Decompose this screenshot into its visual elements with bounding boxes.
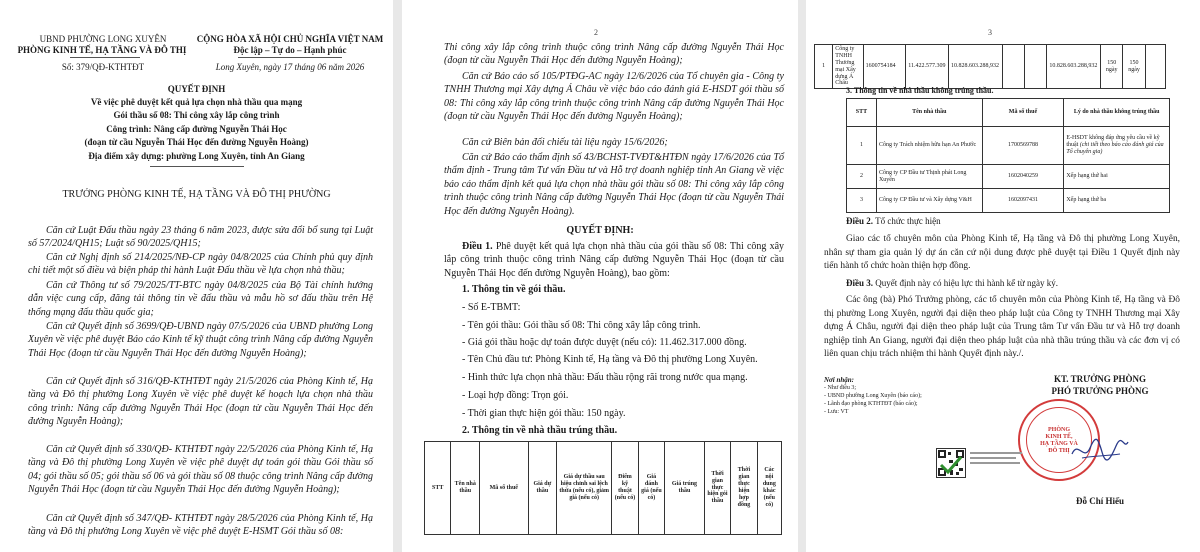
table-row <box>847 127 1170 165</box>
loser-reason <box>1064 127 1170 165</box>
loser-reason-text: E-HSDT không đáp ứng yêu cầu về kỹ thuật <box>1066 135 1160 149</box>
recipient-3: - Lãnh đạo phòng KTHTĐT (báo cáo); <box>824 401 918 407</box>
motto: Độc lập – Tự do – Hạnh phúc <box>233 45 347 55</box>
col-stt: STT <box>425 442 451 535</box>
winner-table-row <box>814 44 1166 89</box>
winner-eval-price <box>1025 45 1047 89</box>
winner-bid-price: 11.422.577.309 <box>906 45 949 89</box>
bid-item-3: - Giá gói thầu hoặc dự toán được duyệt (nếu có): 11.462.317.000 đồng. <box>462 337 747 348</box>
col-tech-score: Điểm kỹ thuật (nếu có) <box>612 442 638 535</box>
winner-name: Công ty TNHH Thương mại Xây dựng Á Châu <box>833 45 863 89</box>
article-1-label: Điều 1. <box>462 241 493 252</box>
recipient-1: - Như điều 3; <box>824 385 857 391</box>
loser-table-header-row <box>847 99 1170 127</box>
subject-line-3: Công trình: Nâng cấp đường Nguyễn Thái Học <box>106 124 287 134</box>
doc-number: Số: 379/QĐ-KTHTĐT <box>61 62 145 72</box>
motto-underline <box>238 57 342 58</box>
loser-stt: 2 <box>847 165 877 189</box>
article-2-label: Điều 2. <box>846 216 873 226</box>
winner-adjusted-price: 10.828.603.288,932 <box>949 45 1003 89</box>
loser-name: Công ty CP Đầu tư và Xây dựng V&H <box>876 189 982 213</box>
authority-line: TRƯỞNG PHÒNG KINH TẾ, HẠ TẦNG VÀ ĐÔ THỊ PHƯỜNG <box>62 189 331 200</box>
p2-paragraph-4: Căn cứ Báo cáo thẩm định số 43/BCHST-TVĐT&HTĐN ngày 17/6/2026 của Tổ thẩm định - Trung tâm Tư vấn Đầu tư và Hỗ trợ doanh nghiệp tỉnh An Giang về việc báo cáo thẩm định kết quả lựa chọn nhà thầu gói thầu số 08: Thi công xây lắp công trình thuộc công trình Nâng cấp đường Nguyễn Thái Học (đoạn từ cầu Nguyễn Thái Học đến đường Nguyễn Hoàng). <box>444 152 784 217</box>
table-row <box>847 189 1170 213</box>
article-3-title: Quyết định này có hiệu lực thi hành kể từ ngày ký. <box>873 278 1058 288</box>
winner-contract-time: 150 ngày <box>1123 45 1145 89</box>
digital-sign-caption-line <box>970 462 1020 464</box>
bid-item-4: - Tên Chủ đầu tư: Phòng Kinh tế, Hạ tầng và Đô thị phường Long Xuyên. <box>462 354 758 365</box>
digital-sign-caption-line <box>970 452 1022 454</box>
loser-col-reason: Lý do nhà thầu không trúng thầu <box>1064 99 1170 127</box>
subject-line-4: (đoạn từ cầu Nguyễn Thái Học đến đường Nguyễn Hoàng) <box>84 137 309 147</box>
page-number-2: 2 <box>594 28 598 37</box>
loser-stt: 1 <box>847 127 877 165</box>
article-3-heading <box>846 278 1058 288</box>
section-3-heading: 3. Thông tin về nhà thầu không trúng thầu. <box>846 86 994 95</box>
loser-stt: 3 <box>847 189 877 213</box>
winner-tax: 1600754184 <box>863 45 906 89</box>
loser-tax: 1700569788 <box>982 127 1064 165</box>
loser-name: Công ty CP Đầu tư Thịnh phát Long Xuyên <box>876 165 982 189</box>
bid-item-1: - Số E-TBMT: <box>462 302 521 313</box>
article-2-title: Tổ chức thực hiện <box>873 216 941 226</box>
document-page-3 <box>806 0 1200 552</box>
loser-reason-note: (chi tiết theo báo cáo đánh giá của Tổ chuyên gia) <box>1066 142 1164 155</box>
winner-tech-score <box>1002 45 1024 89</box>
nation-title: CỘNG HÒA XÃ HỘI CHỦ NGHĨA VIỆT NAM <box>196 34 384 44</box>
winner-table-header-row <box>425 442 782 535</box>
col-eval-price: Giá đánh giá (nếu có) <box>638 442 664 535</box>
basis-paragraph-2: Căn cứ Nghị định số 214/2025/NĐ-CP ngày 04/8/2025 của Chính phủ quy định chi tiết một số điều và biện pháp thi hành Luật Đấu thầu về lựa chọn nhà thầu; <box>28 252 373 277</box>
col-contract-time: Thời gian thực hiện hợp đồng <box>731 442 757 535</box>
winner-win-price: 10.828.603.288,932 <box>1047 45 1101 89</box>
winner-table-header <box>424 441 782 535</box>
col-adjusted-price: Giá dự thầu sau hiệu chỉnh sai lệch thừa (nếu có), giảm giá (nếu có) <box>557 442 612 535</box>
sign-title-2: PHÓ TRƯỞNG PHÒNG <box>1051 386 1149 396</box>
winner-package-time: 150 ngày <box>1101 45 1123 89</box>
col-package-time: Thời gian thực hiện gói thầu <box>704 442 730 535</box>
loser-col-stt: STT <box>847 99 877 127</box>
sign-title-1: KT. TRƯỞNG PHÒNG <box>1053 374 1147 384</box>
subject-line-5: Địa điểm xây dựng: phường Long Xuyên, tỉnh An Giang <box>88 151 305 161</box>
loser-reason: Xếp hạng thứ ba <box>1064 189 1170 213</box>
document-page-1 <box>0 0 393 552</box>
basis-paragraph-7: Căn cứ Quyết định số 347/QĐ- KTHTĐT ngày 28/5/2026 của Phòng Kinh tế, Hạ tầng và Đô thị phường Long Xuyên về việc phê duyệt E-HSMT Gói thầu số 08: <box>28 513 373 538</box>
org-line-2: PHÒNG KINH TẾ, HẠ TẦNG VÀ ĐÔ THỊ <box>17 45 187 55</box>
subject-underline <box>150 166 244 167</box>
section-1-heading: 1. Thông tin về gói thầu. <box>462 284 566 295</box>
loser-reason: Xếp hạng thứ hai <box>1064 165 1170 189</box>
loser-col-name: Tên nhà thầu <box>876 99 982 127</box>
handwritten-signature <box>1068 432 1132 466</box>
bid-item-2: - Tên gói thầu: Gói thầu số 08: Thi công xây lắp công trình. <box>462 320 701 331</box>
p2-paragraph-2: Căn cứ Báo cáo số 105/PTĐG-AC ngày 12/6/2026 của Tổ chuyên gia - Công ty TNHH Thương mại Xây dựng Á Châu về việc báo cáo đánh giá E-HSDT gói thầu số 08: Thi công xây lắp công trình thuộc công trình Nâng cấp đường Nguyễn Thái Học (đoạn từ cầu Nguyễn Thái Học đến đường Nguyễn Hoàng); <box>444 71 784 123</box>
decide-heading: QUYẾT ĐỊNH: <box>566 225 634 236</box>
loser-tax: 1602097431 <box>982 189 1064 213</box>
bid-item-6: - Loại hợp đồng: Trọn gói. <box>462 390 569 401</box>
bid-item-7: - Thời gian thực hiện gói thầu: 150 ngày. <box>462 408 626 419</box>
seal-text-3: HẠ TẦNG VÀ <box>1040 441 1078 447</box>
article-1-text: Phê duyệt kết quả lựa chọn nhà thầu của gói thầu số 08: Thi công xây lắp công trình thuộc công trình Nâng cấp đường Nguyễn Thái Học (đoạn từ cầu Nguyễn Thái Học đến đường Nguyễn Hoàng), bao gồm: <box>444 241 785 279</box>
recipient-4: - Lưu: VT <box>824 409 849 415</box>
checkmark-icon <box>939 455 963 475</box>
seal-text-4: ĐÔ THỊ <box>1048 448 1070 454</box>
p2-paragraph-3: Căn cứ Biên bản đối chiếu tài liệu ngày 15/6/2026; <box>462 137 668 148</box>
loser-table <box>846 98 1170 213</box>
subject-line-2: Gói thầu số 08: Thi công xây lắp công trình <box>113 110 280 120</box>
section-2-heading: 2. Thông tin về nhà thầu trúng thầu. <box>462 425 618 436</box>
digital-sign-caption-line <box>970 457 1016 459</box>
col-win-price: Giá trúng thầu <box>665 442 705 535</box>
basis-paragraph-4: Căn cứ Quyết định số 3699/QĐ-UBND ngày 07/5/2026 của UBND phường Long Xuyên về việc phê duyệt Báo cáo Kinh tế kỹ thuật công trình Nâng cấp đường Nguyễn Thái Học (đoạn từ cầu Nguyễn Thái Học đến đường Nguyễn Hoàng); <box>28 321 373 359</box>
org-underline <box>70 57 140 58</box>
col-tax: Mã số thuế <box>480 442 528 535</box>
p2-paragraph-1: Thi công xây lắp công trình thuộc công trình Nâng cấp đường Nguyễn Thái Học (đoạn từ cầu Nguyễn Thái Học đến đường Nguyễn Hoàng); <box>444 42 784 67</box>
recipients-title: Nơi nhận: <box>824 376 855 384</box>
seal-text-1: PHÒNG <box>1048 427 1070 433</box>
org-line-1: UBND PHƯỜNG LONG XUYÊN <box>39 34 167 44</box>
loser-tax: 1602040259 <box>982 165 1064 189</box>
col-bid-price: Giá dự thầu <box>528 442 557 535</box>
loser-name: Công ty Trách nhiệm hữu hạn An Phước <box>876 127 982 165</box>
col-other: Các nội dung khác (nếu có) <box>757 442 781 535</box>
winner-stt: 1 <box>815 45 833 89</box>
col-name: Tên nhà thầu <box>451 442 480 535</box>
table-row <box>815 45 1166 89</box>
seal-text-2: KINH TẾ, <box>1045 434 1073 440</box>
basis-paragraph-1: Căn cứ Luật Đấu thầu ngày 23 tháng 6 năm 2023, được sửa đổi bổ sung tại Luật số 57/2024/QH15; Luật số 90/2025/QH15; <box>28 225 373 250</box>
bid-item-5: - Hình thức lựa chọn nhà thầu: Đấu thầu rộng rãi trong nước qua mạng. <box>462 372 748 383</box>
article-3-label: Điều 3. <box>846 278 873 288</box>
loser-col-tax: Mã số thuế <box>982 99 1064 127</box>
winner-other <box>1145 45 1165 89</box>
recipient-2: - UBND phường Long Xuyên (báo cáo); <box>824 393 922 399</box>
table-row <box>847 165 1170 189</box>
document-page-2 <box>402 0 798 552</box>
basis-paragraph-5: Căn cứ Quyết định số 316/QĐ-KTHTĐT ngày 21/5/2026 của Phòng Kinh tế, Hạ tầng và Đô thị phường Long Xuyên về việc phê duyệt kế hoạch lựa chọn nhà thầu công trình: Nâng cấp đường Nguyễn Thái Học (đoạn từ cầu Nguyễn Thái Học đến đường Nguyễn Hoàng); <box>28 376 373 428</box>
basis-paragraph-6: Căn cứ Quyết định số 330/QĐ- KTHTĐT ngày 22/5/2026 của Phòng Kinh tế, Hạ tầng và Đô thị phường Long Xuyên về việc phê duyệt dự toán gói thầu Gói thầu số 04; gói thầu số 05; gói thầu số 06 và gói thầu số 08 thuộc công trình Nâng cấp đường Nguyễn Thái Học (đoạn từ cầu Nguyễn Thái Học đến đường Nguyễn Hoàng); <box>28 444 373 496</box>
basis-paragraph-3: Căn cứ Thông tư số 79/2025/TT-BTC ngày 04/8/2025 của Bộ Tài chính hướng dẫn việc cung cấp, đăng tải thông tin về đấu thầu và mẫu hồ sơ đấu thầu trên Hệ thống mạng đấu thầu quốc gia; <box>28 280 373 318</box>
article-1 <box>444 240 784 280</box>
place-date: Long Xuyên, ngày 17 tháng 06 năm 2026 <box>215 62 365 72</box>
article-2-body: Giao các tổ chuyên môn của Phòng Kinh tế, Hạ tầng và Đô thị phường Long Xuyên, nhân sự tham gia quản lý dự án căn cứ nội dung được phê duyệt tại Điều 1 Quyết định này tiến hành tổ chức hoàn thiện hợp đồng. <box>824 234 1180 272</box>
page-number-3: 3 <box>988 28 992 37</box>
doc-type: QUYẾT ĐỊNH <box>167 84 226 94</box>
subject-line-1: Về việc phê duyệt kết quả lựa chọn nhà thầu qua mạng <box>90 97 303 107</box>
article-3-body: Các ông (bà) Phó Trưởng phòng, các tổ chuyên môn của Phòng Kinh tế, Hạ tầng và Đô thị phường Long Xuyên, người đại diện theo pháp luật của Công ty TNHH Thương mại Xây dựng Á Châu, người đại diện theo pháp luật của Trung tâm Tư vấn Đầu tư và Hỗ trợ doanh nghiệp tỉnh An Giang, người đại diện theo pháp luật của nhà thầu trúng thầu và các đơn vị có liên quan chịu trách nhiệm thi hành Quyết định này./. <box>824 295 1180 360</box>
signer-name: Đỗ Chí Hiếu <box>1075 496 1124 506</box>
article-2-heading <box>846 216 941 226</box>
